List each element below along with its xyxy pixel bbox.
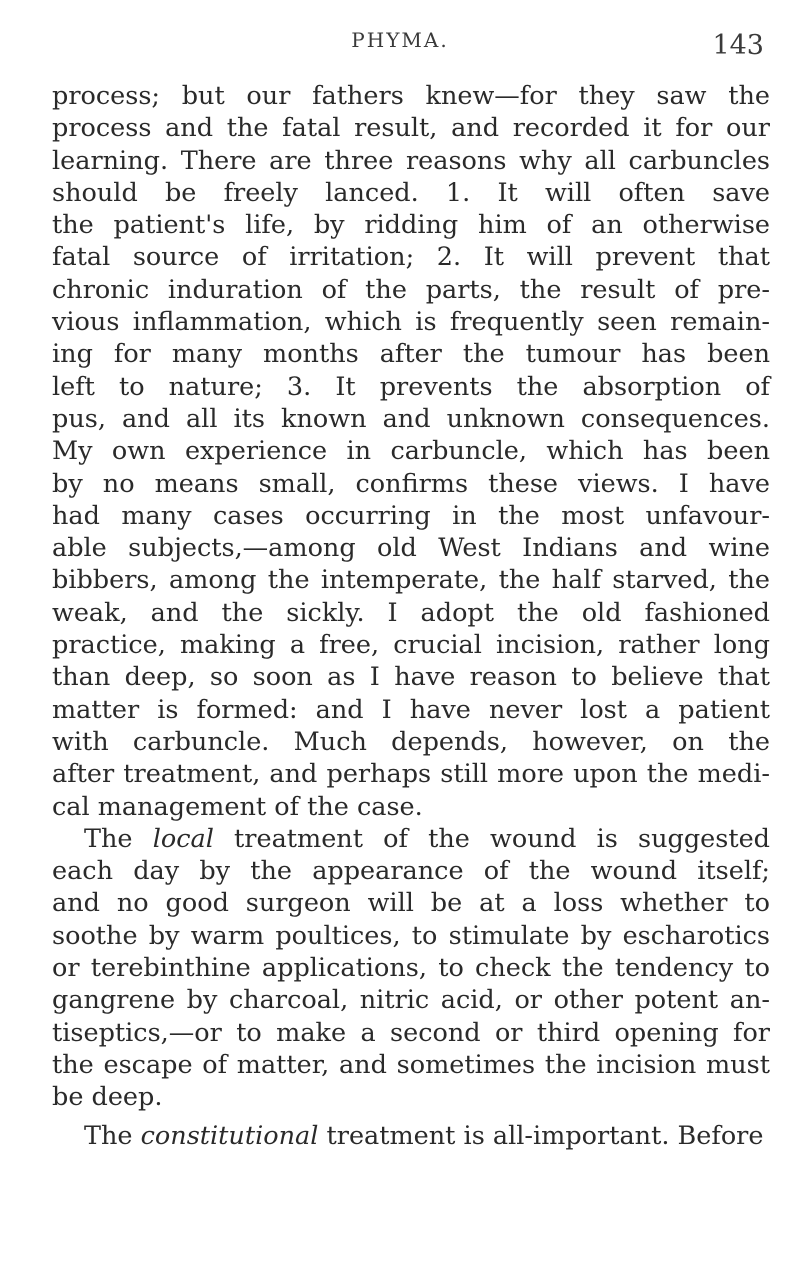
running-title: PHYMA. bbox=[351, 28, 449, 52]
text-line: each day by the appearance of the wound itself; bbox=[52, 856, 770, 887]
text-line: than deep, so soon as I have reason to believe that bbox=[52, 662, 770, 693]
text-line: able subjects,—among old West Indians and wine bbox=[52, 533, 770, 564]
text-line: with carbuncle. Much depends, however, on the bbox=[52, 726, 770, 757]
text-line: the patient's life, by ridding him of an otherwise bbox=[52, 210, 770, 241]
text-line: chronic induration of the parts, the result of pre- bbox=[52, 274, 770, 305]
text-line: soothe by warm poultices, to stimulate by escharotics bbox=[52, 920, 770, 951]
text-line: after treatment, and perhaps still more upon the medi- bbox=[52, 759, 770, 790]
text-line: fatal source of irritation; 2. It will prevent that bbox=[52, 242, 770, 273]
text-fragment: The bbox=[84, 1120, 141, 1151]
italic-word: constitutional bbox=[140, 1120, 319, 1151]
text-line: left to nature; 3. It prevents the absorption of bbox=[52, 371, 770, 402]
text-line bbox=[52, 823, 770, 855]
paragraph-1 bbox=[52, 80, 770, 823]
text-line: learning. There are three reasons why all carbuncles bbox=[52, 145, 770, 176]
paragraph-3 bbox=[52, 1120, 770, 1152]
italic-word: local bbox=[152, 823, 214, 854]
page-number: 143 bbox=[712, 30, 764, 61]
text-line: be deep. bbox=[52, 1082, 163, 1113]
text-fragment: treatment is all-important. Before bbox=[318, 1120, 764, 1151]
text-fragment: treatment of the wound is suggested bbox=[213, 823, 770, 854]
text-line: ing for many months after the tumour has been bbox=[52, 339, 770, 370]
text-line: cal management of the case. bbox=[52, 791, 423, 822]
text-line: had many cases occurring in the most unfavour- bbox=[52, 500, 770, 531]
text-line: bibbers, among the intemperate, the half starved, the bbox=[52, 565, 770, 596]
body-text bbox=[52, 80, 770, 1152]
text-line: My own experience in carbuncle, which has been bbox=[52, 436, 770, 467]
paragraph-2 bbox=[52, 823, 770, 1114]
text-line: by no means small, confirms these views. I have bbox=[52, 468, 770, 499]
text-line: vious inflammation, which is frequently seen remain- bbox=[52, 307, 770, 338]
text-line bbox=[52, 1120, 770, 1152]
text-line: process and the fatal result, and recorded it for our bbox=[52, 113, 770, 144]
text-line: and no good surgeon will be at a loss whether to bbox=[52, 888, 770, 919]
text-line: the escape of matter, and sometimes the incision must bbox=[52, 1049, 770, 1080]
text-line: weak, and the sickly. I adopt the old fashioned bbox=[52, 597, 770, 628]
text-line: gangrene by charcoal, nitric acid, or other potent an- bbox=[52, 985, 770, 1016]
text-line: should be freely lanced. 1. It will often save bbox=[52, 177, 770, 208]
text-fragment: The bbox=[84, 823, 153, 854]
text-line: or terebinthine applications, to check the tendency to bbox=[52, 953, 770, 984]
text-line: tiseptics,—or to make a second or third opening for bbox=[52, 1017, 770, 1048]
text-line: practice, making a free, crucial incision, rather long bbox=[52, 630, 770, 661]
text-line: matter is formed: and I have never lost a patient bbox=[52, 694, 770, 725]
text-line: pus, and all its known and unknown consequences. bbox=[52, 403, 770, 434]
text-line: process; but our fathers knew—for they saw the bbox=[52, 81, 770, 111]
